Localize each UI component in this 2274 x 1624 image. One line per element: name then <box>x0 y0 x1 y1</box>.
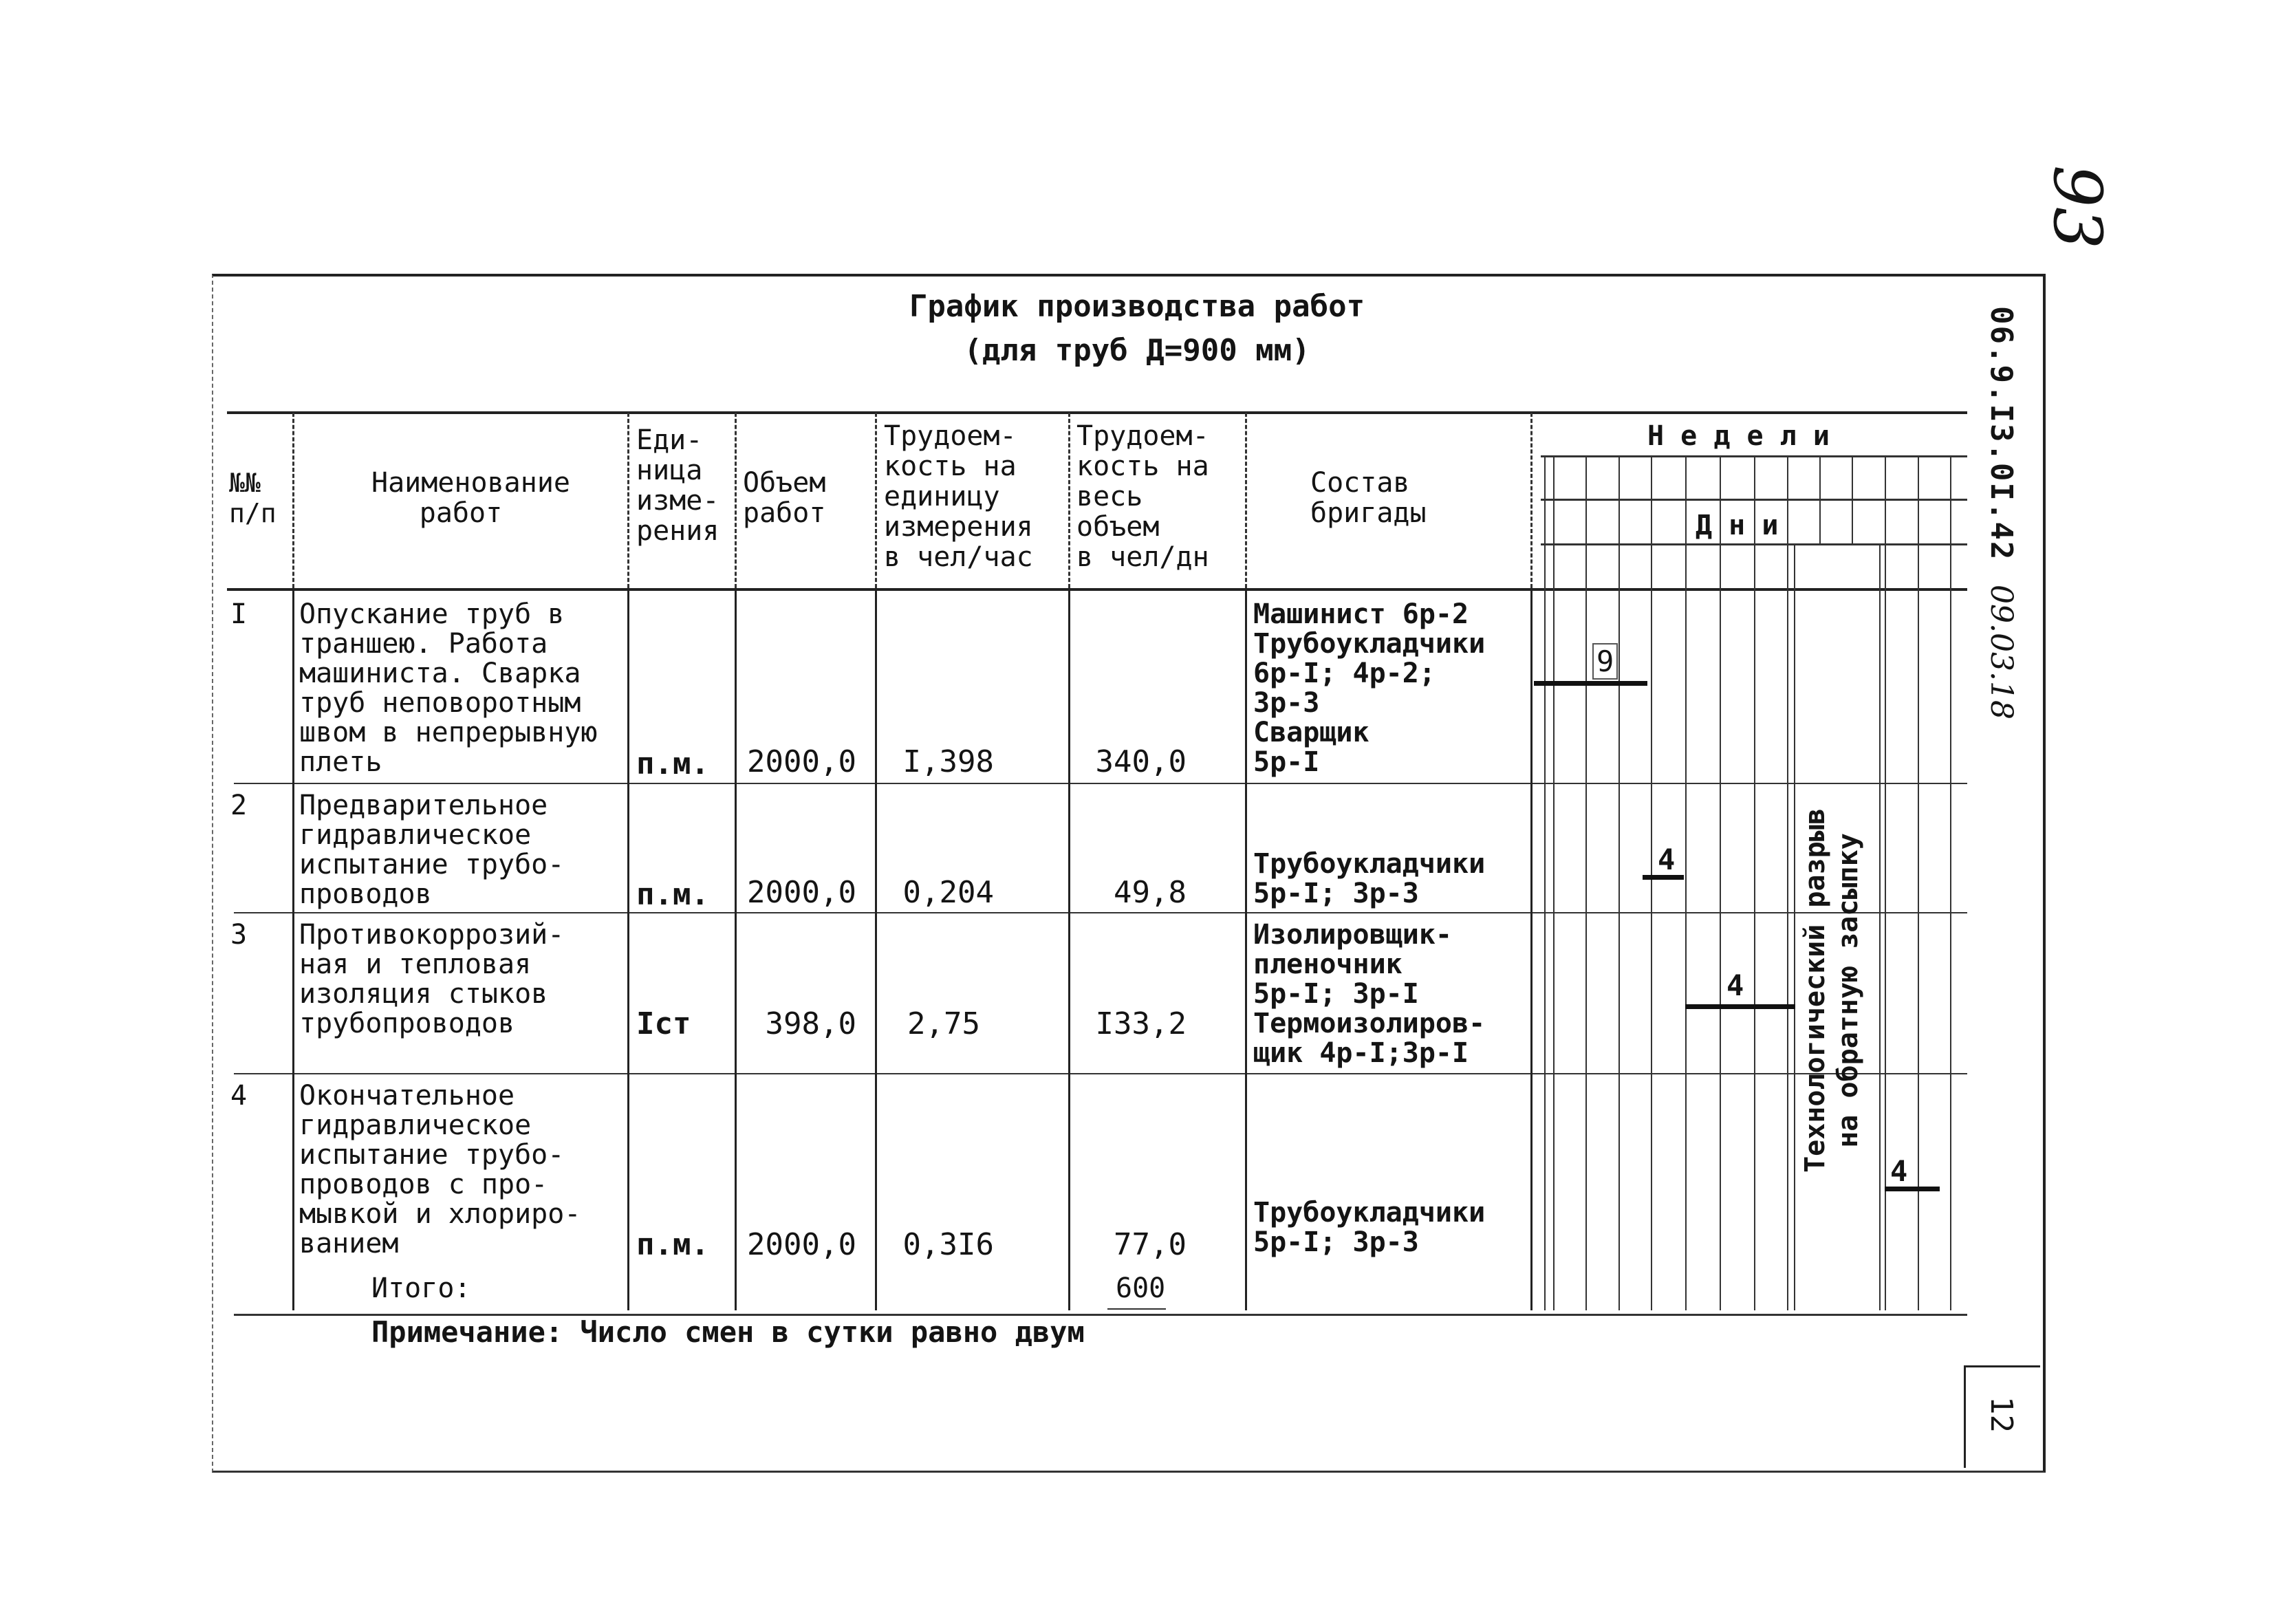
row-3-volume: 398,0 <box>765 1006 856 1041</box>
table-top-rule <box>227 411 1967 414</box>
row-3-labor-per-unit: 2,75 <box>907 1006 980 1041</box>
row-4-unit: п.м. <box>636 1227 709 1262</box>
gantt-bar-row-1 <box>1534 681 1647 686</box>
schedule-title: График производства работ <box>909 289 1365 324</box>
gantt-bar-label-row-4: 4 <box>1890 1154 1908 1188</box>
gantt-grid-line <box>1553 455 1555 1310</box>
column-divider <box>1068 413 1070 588</box>
row-separator <box>234 1073 1967 1074</box>
total-value: 600 <box>1116 1273 1166 1304</box>
row-3-unit: Iст <box>636 1006 691 1041</box>
column-divider <box>1530 413 1533 588</box>
header-weeks: Н е д е л и <box>1647 420 1830 452</box>
total-label: Итого: <box>371 1273 471 1304</box>
column-divider <box>1245 413 1247 588</box>
header-volume: Объем работ <box>743 467 826 529</box>
gantt-grid-line <box>1918 455 1919 1310</box>
gantt-grid-line <box>1794 543 1795 1310</box>
row-4-volume: 2000,0 <box>747 1227 856 1262</box>
row-4-labor-per-unit: 0,3I6 <box>902 1227 994 1262</box>
row-1-crew: Машинист 6р-2 Трубоукладчики 6р-I; 4р-2; 3р-3 Сварщик 5р-I <box>1253 598 1486 778</box>
gantt-grid-line <box>1787 455 1788 1310</box>
tech-break-label: Технологический разрыв на обратную засыпку <box>1799 808 1864 1173</box>
header-labor-total: Трудоем- кость на весь объем в чел/дн <box>1076 420 1209 573</box>
column-divider <box>627 413 629 588</box>
row-1-work-name: Опускание труб в траншею. Работа машиниста. Сварка труб неповоротным швом в непрерывную плеть <box>299 598 598 778</box>
row-1-unit: п.м. <box>636 746 709 781</box>
header-crew: Состав бригады <box>1310 467 1427 529</box>
column-divider <box>735 588 737 1310</box>
header-work-name: Наименование работ <box>371 467 570 529</box>
column-divider <box>292 413 294 588</box>
gantt-bar-label-row-1: 9 <box>1592 643 1618 680</box>
gantt-grid-line <box>1885 455 1886 1310</box>
gantt-grid-line <box>1879 543 1881 1310</box>
gantt-grid-line <box>1950 455 1951 1310</box>
row-3-work-name: Противокоррозий- ная и тепловая изоляция стыков трубопроводов <box>299 919 565 1039</box>
column-divider <box>627 588 629 1310</box>
gantt-grid-line <box>1651 455 1652 1310</box>
schedule-subtitle: (для труб Д=900 мм) <box>964 333 1310 368</box>
header-unit: Еди- ница изме- рения <box>636 424 719 547</box>
column-divider <box>875 588 877 1310</box>
row-2-number: 2 <box>230 790 248 821</box>
page-number: 93 <box>2039 165 2116 250</box>
gantt-grid-line <box>1685 455 1687 1310</box>
row-1-volume: 2000,0 <box>747 744 856 779</box>
document-date: 09.03.18 <box>1984 585 2019 719</box>
gantt-grid-line <box>1819 455 1821 545</box>
gantt-bar-label-row-3: 4 <box>1726 968 1744 1002</box>
column-divider <box>875 413 877 588</box>
row-1-labor-total: 340,0 <box>1095 744 1187 779</box>
gantt-bar-label-row-2: 4 <box>1658 843 1676 876</box>
gantt-grid-line <box>1618 455 1620 1310</box>
row-separator <box>234 912 1967 913</box>
row-4-labor-total: 77,0 <box>1114 1227 1187 1262</box>
row-separator <box>234 783 1967 784</box>
sheet-number: 12 <box>1984 1396 2019 1433</box>
column-divider <box>292 588 294 1310</box>
gantt-grid-line <box>1544 455 1546 1310</box>
row-4-crew: Трубоукладчики 5р-I; 3р-3 <box>1253 1197 1486 1258</box>
row-1-labor-per-unit: I,398 <box>902 744 994 779</box>
row-3-labor-total: I33,2 <box>1095 1006 1187 1041</box>
column-divider <box>735 413 737 588</box>
gantt-grid-line <box>1852 455 1853 545</box>
row-4-number: 4 <box>230 1080 248 1112</box>
gantt-grid-line <box>1754 455 1755 1310</box>
gantt-bar-row-3 <box>1685 1004 1795 1009</box>
header-days: Д н и <box>1696 510 1779 541</box>
row-2-labor-per-unit: 0,204 <box>902 875 994 910</box>
header-labor-per-unit: Трудоем- кость на единицу измерения в чел/час <box>884 420 1033 573</box>
row-3-crew: Изолировщик- пленочник 5р-I; 3р-I Термоизолиров- щик 4р-I;3р-I <box>1253 919 1486 1069</box>
column-divider <box>1245 588 1247 1310</box>
row-1-number: I <box>230 598 248 630</box>
gantt-grid-line <box>1585 455 1587 1310</box>
header-number: №№ п/п <box>229 468 277 528</box>
row-2-work-name: Предварительное гидравлическое испытание трубо- проводов <box>299 790 565 910</box>
note-text: Примечание: Число смен в сутки равно двум <box>371 1315 1085 1349</box>
row-2-unit: п.м. <box>636 877 709 912</box>
row-2-volume: 2000,0 <box>747 875 856 910</box>
header-bottom-rule <box>227 588 1967 591</box>
total-underline <box>1107 1308 1166 1310</box>
column-divider <box>1530 588 1533 1310</box>
gantt-grid-line <box>1720 455 1721 1310</box>
document-code: 06.9.I3.0I.42 <box>1984 306 2019 561</box>
column-divider <box>1068 588 1070 1310</box>
row-2-crew: Трубоукладчики 5р-I; 3р-3 <box>1253 848 1486 909</box>
row-3-number: 3 <box>230 919 248 951</box>
row-2-labor-total: 49,8 <box>1114 875 1187 910</box>
row-4-work-name: Окончательное гидравлическое испытание трубо- проводов с про- мывкой и хлориро- ванием <box>299 1080 581 1259</box>
